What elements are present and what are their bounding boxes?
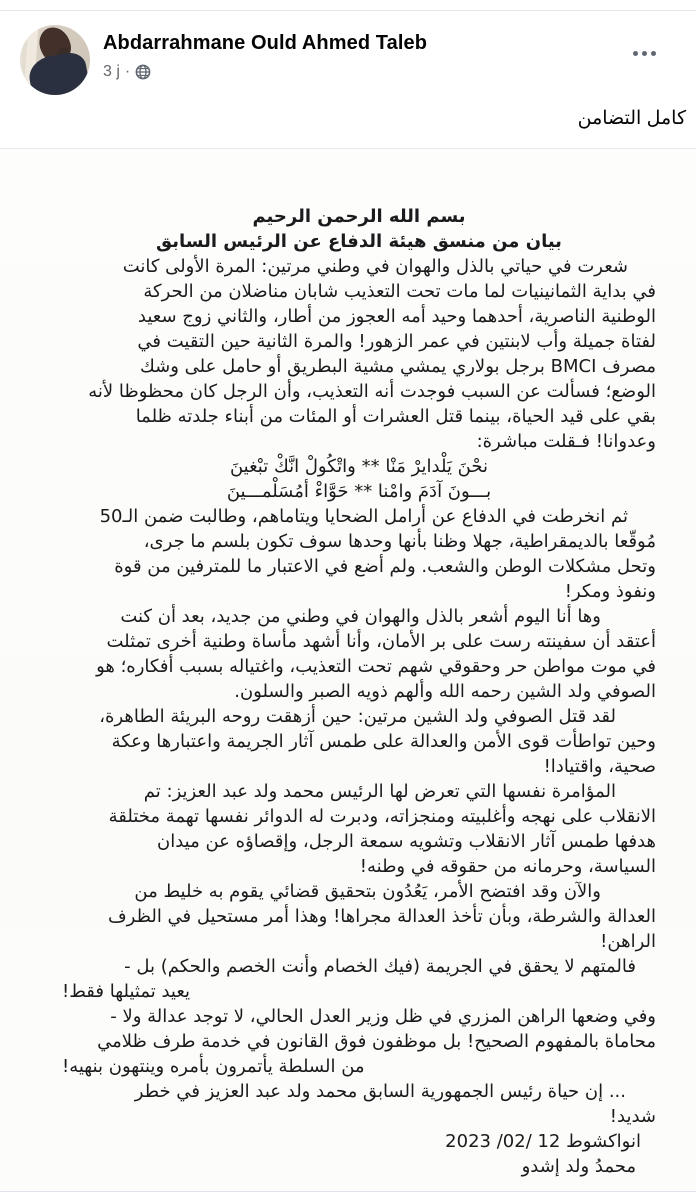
doc-line: الوضع؛ فسألت عن السبب فوجدت أنه التعذيب، وأن الرجل كان محظوظا لأنه: [88, 381, 656, 402]
doc-line: بيان من منسق هيئة الدفاع عن الرئيس السابق: [156, 231, 562, 252]
doc-line: من السلطة يأتمرون بأمره وينتهون بنهيه!: [62, 1056, 365, 1077]
post-text: كامل التضامن: [577, 108, 686, 129]
doc-line: وفي وضعها الراهن المزري في ظل وزير العدل الحالي، لا توجد عدالة ولا -: [110, 1006, 656, 1027]
doc-line: المؤامرة نفسها التي تعرض لها الرئيس محمد ولد عبد العزيز: تم: [143, 781, 616, 802]
doc-line: الانقلاب على نهجه وأغلبيته ومنجزاته، ودبرت له الدوائر نفسها تهمة مختلقة: [108, 806, 656, 827]
doc-line: العدالة والشرطة، وبأن تأخذ العدالة مجراها! وهذا أمر مستحيل في الظرف: [107, 906, 656, 927]
doc-line: الوطنية الناصرية، أحدهما وحيد أمه العجوز من أطار، والثاني زوج سعيد: [137, 306, 656, 327]
doc-line: يعيد تمثيلها فقط!: [62, 981, 191, 1002]
doc-line: لفتاة جميلة وأب لابنتين في عمر الزهور! والمرة الثانية حين التقيت في: [137, 331, 656, 352]
document-image[interactable]: [0, 148, 696, 1192]
meta-separator: ·: [124, 63, 131, 80]
doc-line: شديد!: [609, 1106, 656, 1127]
doc-line: انواكشوط 12 /02/ 2023: [445, 1131, 641, 1152]
doc-line: في بداية الثمانينيات لما مات تحت التعذيب شابان مناضلان من الحركة: [143, 281, 656, 302]
doc-line: نحْنَ يَلْدايرْ مَنْا ** واتْكُولْ انَّكْ تبْغينَ: [229, 456, 489, 477]
post-meta: [103, 63, 427, 81]
doc-line: السياسة، وحرمانه من حقوقه في وطنه!: [359, 856, 656, 877]
doc-line: محمدُ ولد إشدو: [521, 1156, 636, 1177]
doc-line: الراهن!: [600, 931, 656, 952]
doc-line: أعتقد أن سفينته رست على بر الأمان، وأنا أشهد مأساة وطنية أخرى تمثلت: [106, 631, 656, 652]
doc-line: بـــونَ آدَمَ وامْنا ** حَوَّاءْ أمُسَلْمـــينَ: [226, 481, 492, 502]
doc-line: ونفوذ ومكر!: [564, 581, 656, 602]
ellipsis-dot: [633, 51, 638, 56]
doc-line: وتحل مشكلات الوطن والشعب. ولم أضع في الاعتبار ما للمترفين من قوة: [114, 556, 656, 577]
doc-line: مُوقّعا بالديمقراطية، جهلا وظنا بأنها وحدها سوف تكون بلسم ما جرى،: [143, 531, 656, 552]
doc-line: بقي على قيد الحياة، بينما قتل العشرات أو المئات من أبناء جلدته ظلما: [135, 406, 656, 427]
post-header: [0, 11, 696, 103]
doc-line: وعدوانا! فـقلت مباشرة:: [476, 431, 656, 452]
doc-line: لقد قتل الصوفي ولد الشين مرتين: حين أزهقت روحه البريئة الطاهرة،: [99, 706, 616, 727]
document-lines: [62, 204, 656, 1179]
doc-line: ... إن حياة رئيس الجمهورية السابق محمد ولد عبد العزيز في خطر: [134, 1081, 626, 1102]
ellipsis-dot: [651, 51, 656, 56]
doc-line: والآن وقد افتضح الأمر، يَعُدُون بتحقيق قضائي يقوم به خليط من: [134, 881, 601, 902]
ellipsis-dot: [642, 51, 647, 56]
post-menu-button[interactable]: [627, 45, 662, 62]
card-top-divider: [0, 0, 696, 11]
avatar[interactable]: [20, 25, 90, 95]
doc-line: ثم انخرطت في الدفاع عن أرامل الضحايا ويتاماهم، وطالبت ضمن الـ50: [99, 506, 628, 527]
doc-line: صحية، واقتيادا!: [543, 756, 656, 777]
doc-line: بسم الله الرحمن الرحيم: [252, 206, 466, 227]
timestamp[interactable]: 3 j: [103, 63, 120, 80]
doc-line: شعرت في حياتي بالذل والهوان في وطني مرتين: المرة الأولى كانت: [122, 256, 628, 277]
profile-name[interactable]: Abdarrahmane Ould Ahmed Taleb: [103, 32, 428, 54]
doc-line: مصرف BMCI برجل بولاري يمشي مشية البطريق أو حامل على وشك: [139, 356, 656, 377]
doc-line: وحين تواطأت قوى الأمن والعدالة على طمس آثار الجريمة واعتبارها وعكة: [111, 731, 656, 752]
doc-line: هدفها طمس آثار الانقلاب وتشويه سمعة الرجل، وإقصاؤه عن ميدان: [157, 831, 656, 852]
doc-line: في موت مواطن حر وحقوقي شهم تحت التعذيب، واغتياله بسبب أفكاره؛ هو: [96, 656, 656, 677]
globe-icon: [135, 64, 151, 80]
doc-line: فالمتهم لا يحقق في الجريمة (فيك الخصام وأنت الخصم والحكم) بل -: [124, 956, 636, 977]
doc-line: محاماة بالمفهوم الصحيح! بل موظفون فوق القانون في خدمة طرف ظلامي: [97, 1031, 656, 1052]
doc-line: وها أنا اليوم أشعر بالذل والهوان في وطني من جديد، بعد أن كنت: [120, 606, 601, 627]
doc-line: الصوفي ولد الشين رحمه الله وألهم ذويه الصبر والسلون.: [234, 681, 656, 702]
